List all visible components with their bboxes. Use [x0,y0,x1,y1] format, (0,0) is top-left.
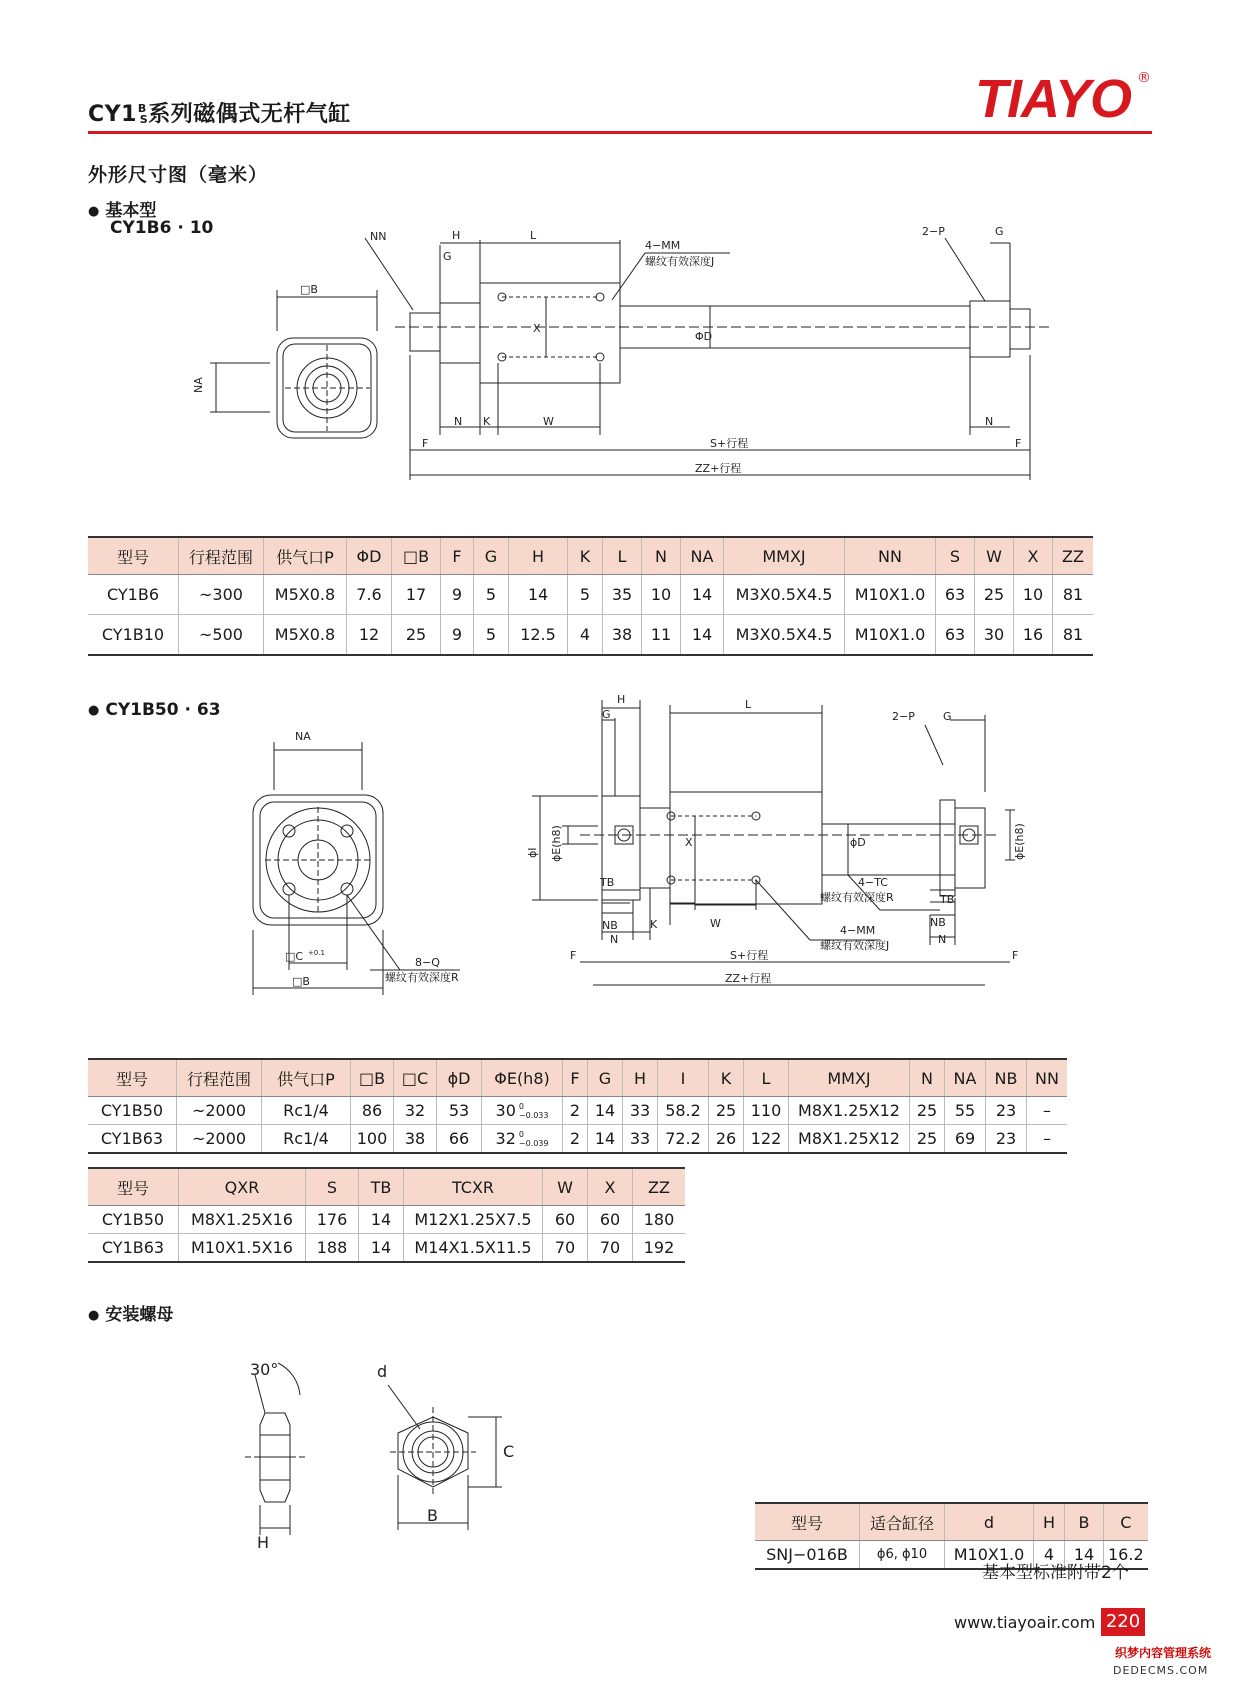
svg-text:N: N [985,415,994,428]
large-bullet: ● CY1B50 · 63 [88,700,221,720]
svg-text:C: C [503,1442,515,1461]
tol-top: 0 [518,1130,524,1139]
page-number: 220 [1101,1608,1145,1636]
table-row [88,1206,685,1234]
svg-text:□B: □B [300,283,318,296]
cell: 5 [474,575,509,615]
col-header: 供气口P [262,1059,351,1097]
series-prefix: CY1 [88,102,137,127]
col-header: TB [359,1168,404,1206]
svg-text:2−P: 2−P [922,225,945,238]
svg-text:S+行程: S+行程 [710,437,749,450]
cell: 17 [392,575,441,615]
svg-text:L: L [530,229,537,242]
cell: 11 [642,615,681,655]
nut-bullet: ● 安装螺母 [88,1300,173,1325]
col-header: NN [1027,1059,1068,1097]
cell: M3X0.5X4.5 [724,575,845,615]
website-link[interactable]: www.tiayoair.com [954,1613,1096,1632]
cell: 55 [945,1097,986,1125]
svg-text:G: G [443,250,452,263]
cell: CY1B50 [88,1097,177,1125]
col-header: B [1065,1503,1104,1541]
col-header: 型号 [88,1168,179,1206]
cell: CY1B50 [88,1206,179,1234]
cell: Rc1/4 [262,1097,351,1125]
cell: CY1B63 [88,1125,177,1153]
series-sup: B [137,102,147,115]
cell: M10X1.5X16 [179,1234,306,1262]
cell: 32 [394,1097,437,1125]
cell: 14 [681,575,724,615]
svg-text:ΦD: ΦD [695,330,713,343]
col-header: ΦE(h8) [482,1059,563,1097]
basic-drawing [190,225,1120,515]
svg-text:F: F [570,949,577,962]
cell: 176 [306,1206,359,1234]
cell: 10 [642,575,681,615]
cell: 188 [306,1234,359,1262]
col-header: □B [392,537,441,575]
large-spec-table-1 [88,1058,1067,1154]
col-header: d [945,1503,1034,1541]
cell: 16 [1014,615,1053,655]
cell: M8X1.25X12 [789,1125,910,1153]
page-heading: 外形尺寸图（毫米） [88,164,269,186]
svg-text:N: N [454,415,463,428]
col-header: X [588,1168,633,1206]
col-header: K [709,1059,744,1097]
svg-text:螺纹有效深度J: 螺纹有效深度J [645,255,715,268]
cell: 14 [588,1125,623,1153]
registered-mark: ® [1137,70,1151,86]
cell: 2 [563,1125,588,1153]
cell: M5X0.8 [264,615,347,655]
cell-value: 30 [495,1100,516,1120]
cell: 23 [986,1097,1027,1125]
cell: 25 [975,575,1014,615]
cell: 26 [709,1125,744,1153]
col-header: 供气口P [264,537,347,575]
col-header: I [658,1059,709,1097]
svg-text:ϕE(h8): ϕE(h8) [550,825,563,862]
cell: 14 [1065,1541,1104,1569]
svg-text:G: G [995,225,1004,238]
col-header: MMXJ [724,537,845,575]
cell: 7.6 [347,575,392,615]
cell: M12X1.25X7.5 [404,1206,543,1234]
cell: 110 [744,1097,789,1125]
svg-text:F: F [1012,949,1019,962]
table-row [88,1097,1067,1125]
cell: 30 [975,615,1014,655]
svg-text:W: W [543,415,554,428]
basic-bullet: ● 基本型 [88,196,156,221]
svg-text:ϕI: ϕI [526,847,539,858]
tolerance [519,1102,549,1120]
cell: 60 [543,1206,588,1234]
svg-text:2−P: 2−P [892,710,915,723]
col-header: L [744,1059,789,1097]
col-header: L [603,537,642,575]
cell: 5 [568,575,603,615]
svg-text:30°: 30° [250,1360,279,1379]
col-header: 型号 [88,537,179,575]
svg-text:螺纹有效深度R: 螺纹有效深度R [820,891,894,904]
svg-text:F: F [422,437,429,450]
svg-text:H: H [617,693,626,706]
cell: 81 [1053,615,1094,655]
cell: CY1B63 [88,1234,179,1262]
cell: SNJ−016B [755,1541,860,1569]
cell: ϕ6, ϕ10 [860,1541,945,1569]
svg-text:d: d [377,1362,388,1381]
col-header: N [642,537,681,575]
cell: M14X1.5X11.5 [404,1234,543,1262]
svg-text:S+行程: S+行程 [730,949,769,962]
tol-top: 0 [518,1102,524,1112]
series-suffix: 系列磁偶式无杆气缸 [148,102,351,127]
cell: 58.2 [658,1097,709,1125]
col-header: □B [351,1059,394,1097]
col-header: MMXJ [789,1059,910,1097]
cell: 63 [936,575,975,615]
cell: M8X1.25X12 [789,1097,910,1125]
cell: ~500 [179,615,264,655]
cell: M10X1.0 [845,615,936,655]
large-spec-table-2 [88,1167,685,1263]
col-header: F [563,1059,588,1097]
svg-text:H: H [257,1533,270,1552]
cell: ~300 [179,575,264,615]
cell: 38 [603,615,642,655]
cell: 66 [437,1125,482,1153]
series-title [88,97,351,128]
cell: 53 [437,1097,482,1125]
table-row [88,575,1093,615]
col-header: 型号 [88,1059,177,1097]
header-rule [88,131,1152,134]
cell: 81 [1053,575,1094,615]
col-header: 行程范围 [177,1059,262,1097]
cell: 25 [392,615,441,655]
col-header: F [441,537,474,575]
col-header: ZZ [633,1168,686,1206]
svg-text:B: B [427,1506,438,1525]
cell: 5 [474,615,509,655]
cell: 9 [441,615,474,655]
svg-text:NN: NN [370,230,387,243]
cell: 4 [568,615,603,655]
cell: 100 [351,1125,394,1153]
table-row [88,1125,1067,1153]
col-header: □C [394,1059,437,1097]
watermark-en: DEDECMS.COM [1113,1664,1209,1677]
svg-text:H: H [452,229,461,242]
cell: M3X0.5X4.5 [724,615,845,655]
cell: M8X1.25X16 [179,1206,306,1234]
cell-with-tolerance [482,1125,563,1153]
svg-text:NA: NA [192,377,205,393]
cell: 33 [623,1097,658,1125]
cell: 14 [359,1206,404,1234]
cell: 72.2 [658,1125,709,1153]
col-header: TCXR [404,1168,543,1206]
cell: – [1027,1097,1068,1125]
series-sub: S [139,113,149,126]
cell: 14 [588,1097,623,1125]
svg-text:K: K [483,415,491,428]
svg-text:4−MM: 4−MM [840,924,876,937]
col-header: H [1034,1503,1065,1541]
cell: 35 [603,575,642,615]
cell: 69 [945,1125,986,1153]
svg-text:螺纹有效深度R: 螺纹有效深度R [385,971,459,984]
svg-text:□B: □B [292,975,310,988]
col-header: H [509,537,568,575]
nut-drawing [240,1345,560,1552]
svg-text:螺纹有效深度J: 螺纹有效深度J [820,939,890,952]
basic-spec-table [88,536,1093,656]
col-header: ZZ [1053,537,1094,575]
table-header-row [88,537,1093,575]
cell: 25 [910,1097,945,1125]
basic-sublabel: CY1B6 · 10 [110,218,214,238]
svg-text:8−Q: 8−Q [415,956,440,969]
col-header: K [568,537,603,575]
cell: 14 [359,1234,404,1262]
col-header: G [474,537,509,575]
svg-text:W: W [710,917,721,930]
col-header: ΦD [347,537,392,575]
svg-text:X: X [533,322,541,335]
cell: 70 [588,1234,633,1262]
cell: M5X0.8 [264,575,347,615]
col-header: X [1014,537,1053,575]
svg-text:ϕD: ϕD [850,836,866,849]
cell: 192 [633,1234,686,1262]
table-header-row [88,1059,1067,1097]
cell: 4 [1034,1541,1065,1569]
svg-text:ϕE(h8): ϕE(h8) [1013,823,1026,860]
cell: 25 [910,1125,945,1153]
svg-text:F: F [1015,437,1022,450]
svg-text:N: N [610,933,619,946]
watermark-cn: 织梦内容管理系统 [1115,1646,1212,1660]
col-header: W [543,1168,588,1206]
svg-text:ZZ+行程: ZZ+行程 [695,462,742,475]
col-header: H [623,1059,658,1097]
cell: Rc1/4 [262,1125,351,1153]
col-header: W [975,537,1014,575]
cell: 86 [351,1097,394,1125]
cell: 63 [936,615,975,655]
col-header: S [306,1168,359,1206]
svg-text:K: K [650,918,658,931]
table-row [88,615,1093,655]
svg-text:TB: TB [600,876,615,889]
cell: 14 [681,615,724,655]
col-header: G [588,1059,623,1097]
cell: 180 [633,1206,686,1234]
svg-text:NB: NB [930,916,946,929]
cell: 10 [1014,575,1053,615]
col-header: 行程范围 [179,537,264,575]
cell: 38 [394,1125,437,1153]
cell: 2 [563,1097,588,1125]
cell: 12 [347,615,392,655]
col-header: NA [945,1059,986,1097]
svg-text:NB: NB [602,919,618,932]
cell: CY1B10 [88,615,179,655]
brand-logo: TIAYO [975,69,1131,129]
svg-text:+0.1: +0.1 [308,949,325,957]
col-header: N [910,1059,945,1097]
cell: ~2000 [177,1097,262,1125]
cell-value: 32 [495,1128,516,1148]
cell: 14 [509,575,568,615]
table-row [88,1234,685,1262]
svg-text:TB: TB [940,893,955,906]
cell: 16.2 [1104,1541,1148,1569]
svg-text:X: X [685,836,693,849]
svg-text:NA: NA [295,730,311,743]
col-header: QXR [179,1168,306,1206]
svg-text:□C: □C [285,950,304,963]
svg-text:ZZ+行程: ZZ+行程 [725,972,772,985]
svg-text:L: L [745,698,752,711]
cell: – [1027,1125,1068,1153]
col-header: NN [845,537,936,575]
table-header-row [755,1503,1148,1541]
cell: M10X1.0 [845,575,936,615]
nut-note: 基本型标准附带2个 [982,1563,1129,1583]
col-header: C [1104,1503,1148,1541]
svg-text:G: G [602,708,611,721]
cell: 12.5 [509,615,568,655]
col-header: 适合缸径 [860,1503,945,1541]
large-drawing [240,693,1120,1030]
cell: ~2000 [177,1125,262,1153]
cell: 70 [543,1234,588,1262]
cell: 33 [623,1125,658,1153]
cell: CY1B6 [88,575,179,615]
svg-text:4−TC: 4−TC [858,876,888,889]
cell-with-tolerance [482,1097,563,1125]
table-header-row [88,1168,685,1206]
cell: M10X1.0 [945,1541,1034,1569]
tolerance [519,1130,549,1148]
cell: 60 [588,1206,633,1234]
svg-text:G: G [943,710,952,723]
cell: 23 [986,1125,1027,1153]
col-header: NA [681,537,724,575]
col-header: 型号 [755,1503,860,1541]
cell: 9 [441,575,474,615]
tol-bot: −0.033 [518,1111,549,1121]
col-header: S [936,537,975,575]
svg-text:4−MM: 4−MM [645,239,681,252]
col-header: NB [986,1059,1027,1097]
cell: 122 [744,1125,789,1153]
col-header: ϕD [437,1059,482,1097]
cell: 25 [709,1097,744,1125]
svg-text:N: N [938,933,947,946]
tol-bot: −0.039 [518,1139,549,1148]
